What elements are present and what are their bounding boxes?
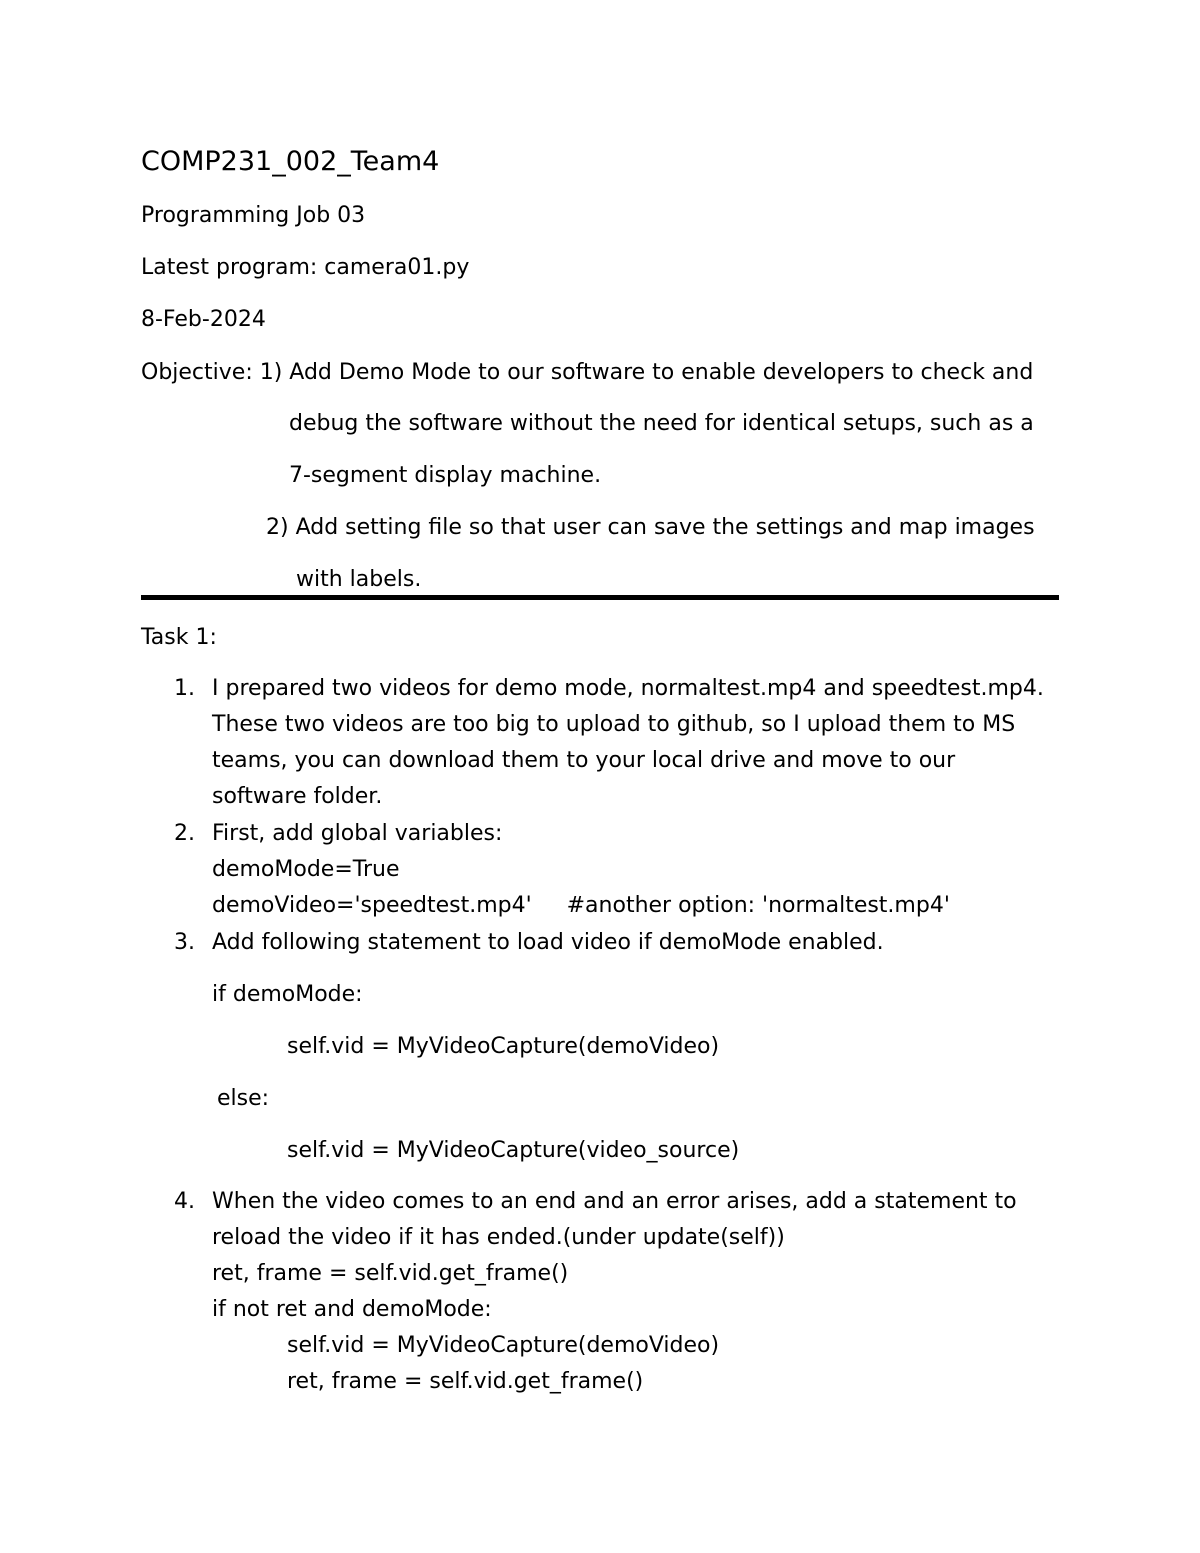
objective-line-1: Objective: 1) Add Demo Mode to our software to enable developers to check and — [141, 360, 1034, 385]
list-item-text: When the video comes to an end and an error arises, add a statement to — [212, 1189, 1017, 1214]
date-label: 8-Feb-2024 — [141, 307, 266, 332]
list-item-text: teams, you can download them to your local drive and move to our — [212, 748, 956, 773]
list-item-text: First, add global variables: — [212, 821, 503, 846]
code-line: self.vid = MyVideoCapture(video_source) — [287, 1138, 740, 1163]
code-line: demoMode=True — [212, 857, 400, 882]
objective-line-4: 2) Add setting file so that user can save the settings and map images — [266, 515, 1035, 540]
code-line: self.vid = MyVideoCapture(demoVideo) — [287, 1034, 720, 1059]
code-line: if not ret and demoMode: — [212, 1297, 492, 1322]
list-item-text: These two videos are too big to upload to github, so I upload them to MS — [212, 712, 1016, 737]
section-divider — [141, 595, 1059, 600]
code-line: ret, frame = self.vid.get_frame() — [287, 1369, 644, 1394]
task-heading: Task 1: — [141, 625, 217, 650]
list-item-text: Add following statement to load video if demoMode enabled. — [212, 930, 884, 955]
job-label: Programming Job 03 — [141, 203, 366, 228]
code-line: demoVideo='speedtest.mp4' #another option: 'normaltest.mp4' — [212, 893, 950, 918]
list-number: 1. — [174, 676, 195, 701]
code-line: if demoMode: — [212, 982, 363, 1007]
objective-line-5: with labels. — [296, 567, 422, 592]
objective-line-2: debug the software without the need for identical setups, such as a — [289, 411, 1034, 436]
list-number: 3. — [174, 930, 195, 955]
list-item-text: software folder. — [212, 784, 383, 809]
code-line: else: — [217, 1086, 270, 1111]
list-number: 2. — [174, 821, 195, 846]
objective-line-3: 7-segment display machine. — [289, 463, 602, 488]
code-line: ret, frame = self.vid.get_frame() — [212, 1261, 569, 1286]
document-title: COMP231_002_Team4 — [141, 146, 440, 177]
program-label: Latest program: camera01.py — [141, 255, 470, 280]
list-item-text: reload the video if it has ended.(under update(self)) — [212, 1225, 785, 1250]
list-number: 4. — [174, 1189, 195, 1214]
code-line: self.vid = MyVideoCapture(demoVideo) — [287, 1333, 720, 1358]
list-item-text: I prepared two videos for demo mode, normaltest.mp4 and speedtest.mp4. — [212, 676, 1044, 701]
